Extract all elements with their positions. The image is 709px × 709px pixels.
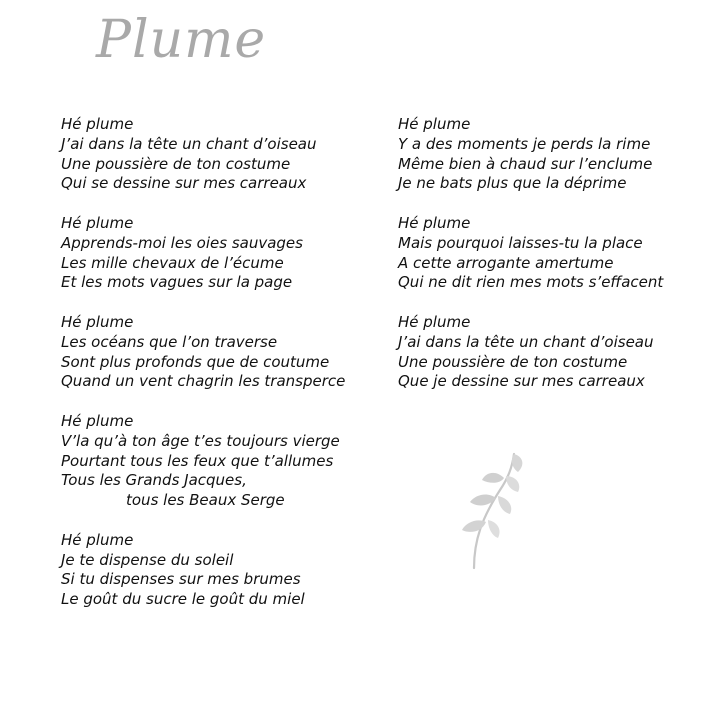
lyric-line: Qui se dessine sur mes carreaux (61, 174, 307, 193)
lyric-line: J’ai dans la tête un chant d’oiseau (61, 134, 317, 153)
lyric-line: Une poussière de ton costume (398, 352, 628, 371)
stanza (61, 115, 381, 194)
lyric-line: Hé plume (61, 115, 134, 133)
lyric-line: Qui ne dit rien mes mots s’effacent (398, 273, 664, 292)
lyric-line: Hé plume (398, 213, 471, 232)
lyric-line: Une poussière de ton costume (61, 154, 291, 173)
lyric-line: Mais pourquoi laisses-tu la place (398, 233, 643, 252)
stanza (398, 214, 698, 293)
page-title: Plume (96, 10, 267, 70)
lyric-line: Apprends-moi les oies sauvages (61, 233, 303, 252)
stanza (61, 412, 381, 511)
lyric-line: Hé plume (61, 312, 134, 331)
lyrics-column-right (398, 115, 698, 412)
lyric-line: Que je dessine sur mes carreaux (398, 372, 645, 391)
stanza (61, 313, 381, 392)
lyric-line: Le goût du sucre le goût du miel (61, 590, 305, 609)
lyric-line: Je ne bats plus que la déprime (398, 174, 627, 193)
lyric-line: Hé plume (61, 530, 134, 549)
stanza (61, 214, 381, 293)
lyrics-column-left (61, 115, 381, 630)
lyric-line: Y a des moments je perds la rime (398, 134, 651, 153)
lyric-line: Tous les Grands Jacques, (61, 471, 247, 490)
leaf-sprig-icon (452, 440, 532, 580)
lyric-line: Et les mots vagues sur la page (61, 273, 293, 292)
lyric-line: Je te dispense du soleil (61, 550, 234, 569)
lyric-line: V’la qu’à ton âge t’es toujours vierge (61, 431, 340, 450)
lyric-line: Même bien à chaud sur l’enclume (398, 154, 653, 173)
lyric-line: Les océans que l’on traverse (61, 332, 278, 351)
lyric-line: J’ai dans la tête un chant d’oiseau (398, 332, 654, 351)
lyric-line: Quand un vent chagrin les transperce (61, 372, 346, 391)
stanza (61, 531, 381, 610)
lyric-line: Sont plus profonds que de coutume (61, 352, 330, 371)
lyric-line: Hé plume (61, 213, 134, 232)
lyric-line: Hé plume (398, 115, 471, 133)
stanza (398, 313, 698, 392)
stanza (398, 115, 698, 194)
lyric-line: Hé plume (398, 312, 471, 331)
lyric-line: tous les Beaux Serge (126, 491, 285, 510)
lyric-line: A cette arrogante amertume (398, 253, 614, 272)
lyric-line: Si tu dispenses sur mes brumes (61, 570, 301, 589)
lyric-line: Les mille chevaux de l’écume (61, 253, 284, 272)
lyric-line: Pourtant tous les feux que t’allumes (61, 451, 334, 470)
lyric-line: Hé plume (61, 411, 134, 430)
